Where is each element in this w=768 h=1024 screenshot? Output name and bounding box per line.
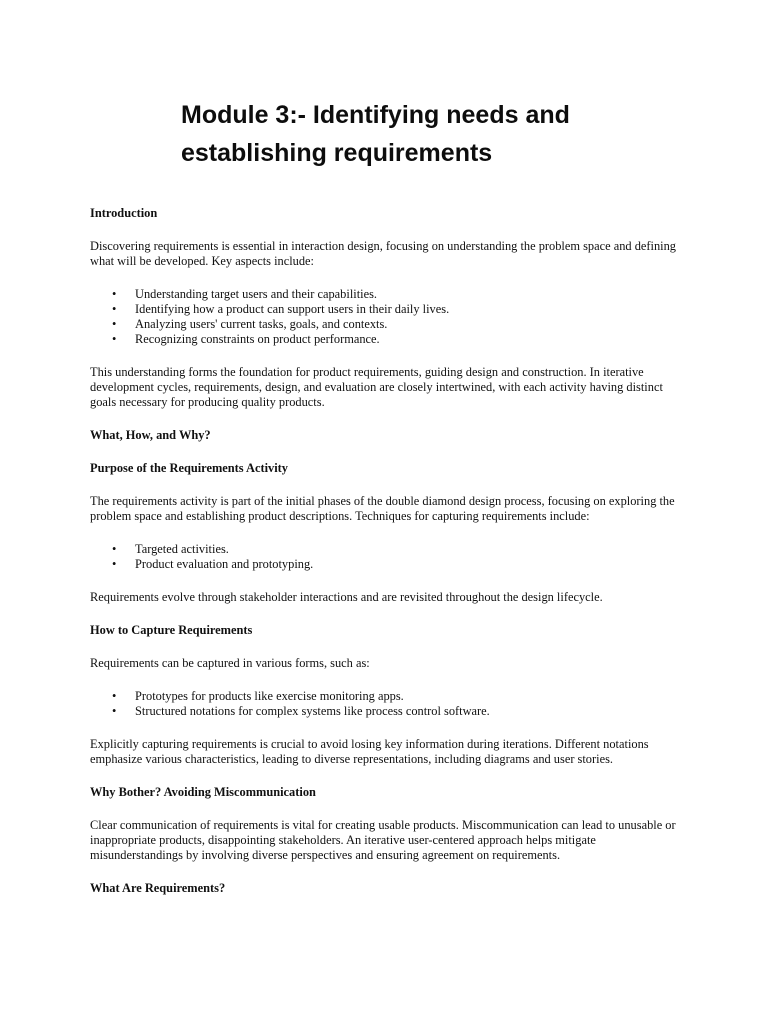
list-item xyxy=(90,332,680,347)
paragraph-capture-2: Explicitly capturing requirements is crucial to avoid losing key information during iterations. Different notations emphasize various characteristics, leading to diverse representations, including diagrams and user stories. xyxy=(90,737,649,766)
list-item-text: Analyzing users' current tasks, goals, and contexts. xyxy=(135,317,388,331)
list-item xyxy=(90,542,680,557)
list-item-text: Product evaluation and prototyping. xyxy=(135,557,314,571)
bullet-icon: • xyxy=(112,689,117,703)
bullet-icon: • xyxy=(112,302,117,316)
bullet-list-purpose xyxy=(90,542,680,572)
bullet-icon: • xyxy=(112,317,117,331)
list-item xyxy=(90,302,680,317)
section-heading-what-how-why: What, How, and Why? xyxy=(90,428,211,442)
bullet-list-intro xyxy=(90,287,680,347)
list-item-text: Understanding target users and their capabilities. xyxy=(135,287,378,301)
list-item-text: Identifying how a product can support users in their daily lives. xyxy=(135,302,450,316)
paragraph-purpose-2: Requirements evolve through stakeholder interactions and are revisited throughout the design lifecycle. xyxy=(90,590,603,604)
list-item-text: Recognizing constraints on product performance. xyxy=(135,332,380,346)
title-line-1: Module 3:- Identifying needs and xyxy=(181,101,570,129)
paragraph-intro-1: Discovering requirements is essential in interaction design, focusing on understanding the problem space and defining what will be developed. Key aspects include: xyxy=(90,239,676,268)
paragraph-intro-2: This understanding forms the foundation for product requirements, guiding design and construction. In iterative development cycles, requirements, design, and evaluation are closely intertwined, with each activity having distinct goals necessary for producing quality products. xyxy=(90,365,663,409)
section-heading-capture: How to Capture Requirements xyxy=(90,623,253,637)
section-heading-purpose: Purpose of the Requirements Activity xyxy=(90,461,288,475)
list-item-text: Prototypes for products like exercise monitoring apps. xyxy=(135,689,404,703)
bullet-list-capture xyxy=(90,689,680,719)
list-item xyxy=(90,704,680,719)
list-item xyxy=(90,689,680,704)
bullet-icon: • xyxy=(112,332,117,346)
bullet-icon: • xyxy=(112,704,117,718)
document-body xyxy=(90,206,680,914)
section-heading-why-bother: Why Bother? Avoiding Miscommunication xyxy=(90,785,316,799)
bullet-icon: • xyxy=(112,557,117,571)
section-heading-introduction: Introduction xyxy=(90,206,158,220)
list-item-text: Targeted activities. xyxy=(135,542,229,556)
list-item xyxy=(90,557,680,572)
list-item-text: Structured notations for complex systems like process control software. xyxy=(135,704,490,718)
title-line-2: establishing requirements xyxy=(181,139,493,167)
paragraph-why-bother-1: Clear communication of requirements is vital for creating usable products. Miscommunication can lead to unusable or inappropriate products, disappointing stakeholders. An iterative user-centered approach helps mitigate misunderstandings by involving diverse perspectives and ensuring agreement on requirements. xyxy=(90,818,676,862)
page-title xyxy=(181,96,701,172)
bullet-icon: • xyxy=(112,287,117,301)
paragraph-capture-1: Requirements can be captured in various forms, such as: xyxy=(90,656,370,670)
list-item xyxy=(90,317,680,332)
bullet-icon: • xyxy=(112,542,117,556)
list-item xyxy=(90,287,680,302)
section-heading-what-are-requirements: What Are Requirements? xyxy=(90,881,226,895)
paragraph-purpose-1: The requirements activity is part of the initial phases of the double diamond design process, focusing on exploring the problem space and establishing product descriptions. Techniques for capturing requirements include: xyxy=(90,494,675,523)
